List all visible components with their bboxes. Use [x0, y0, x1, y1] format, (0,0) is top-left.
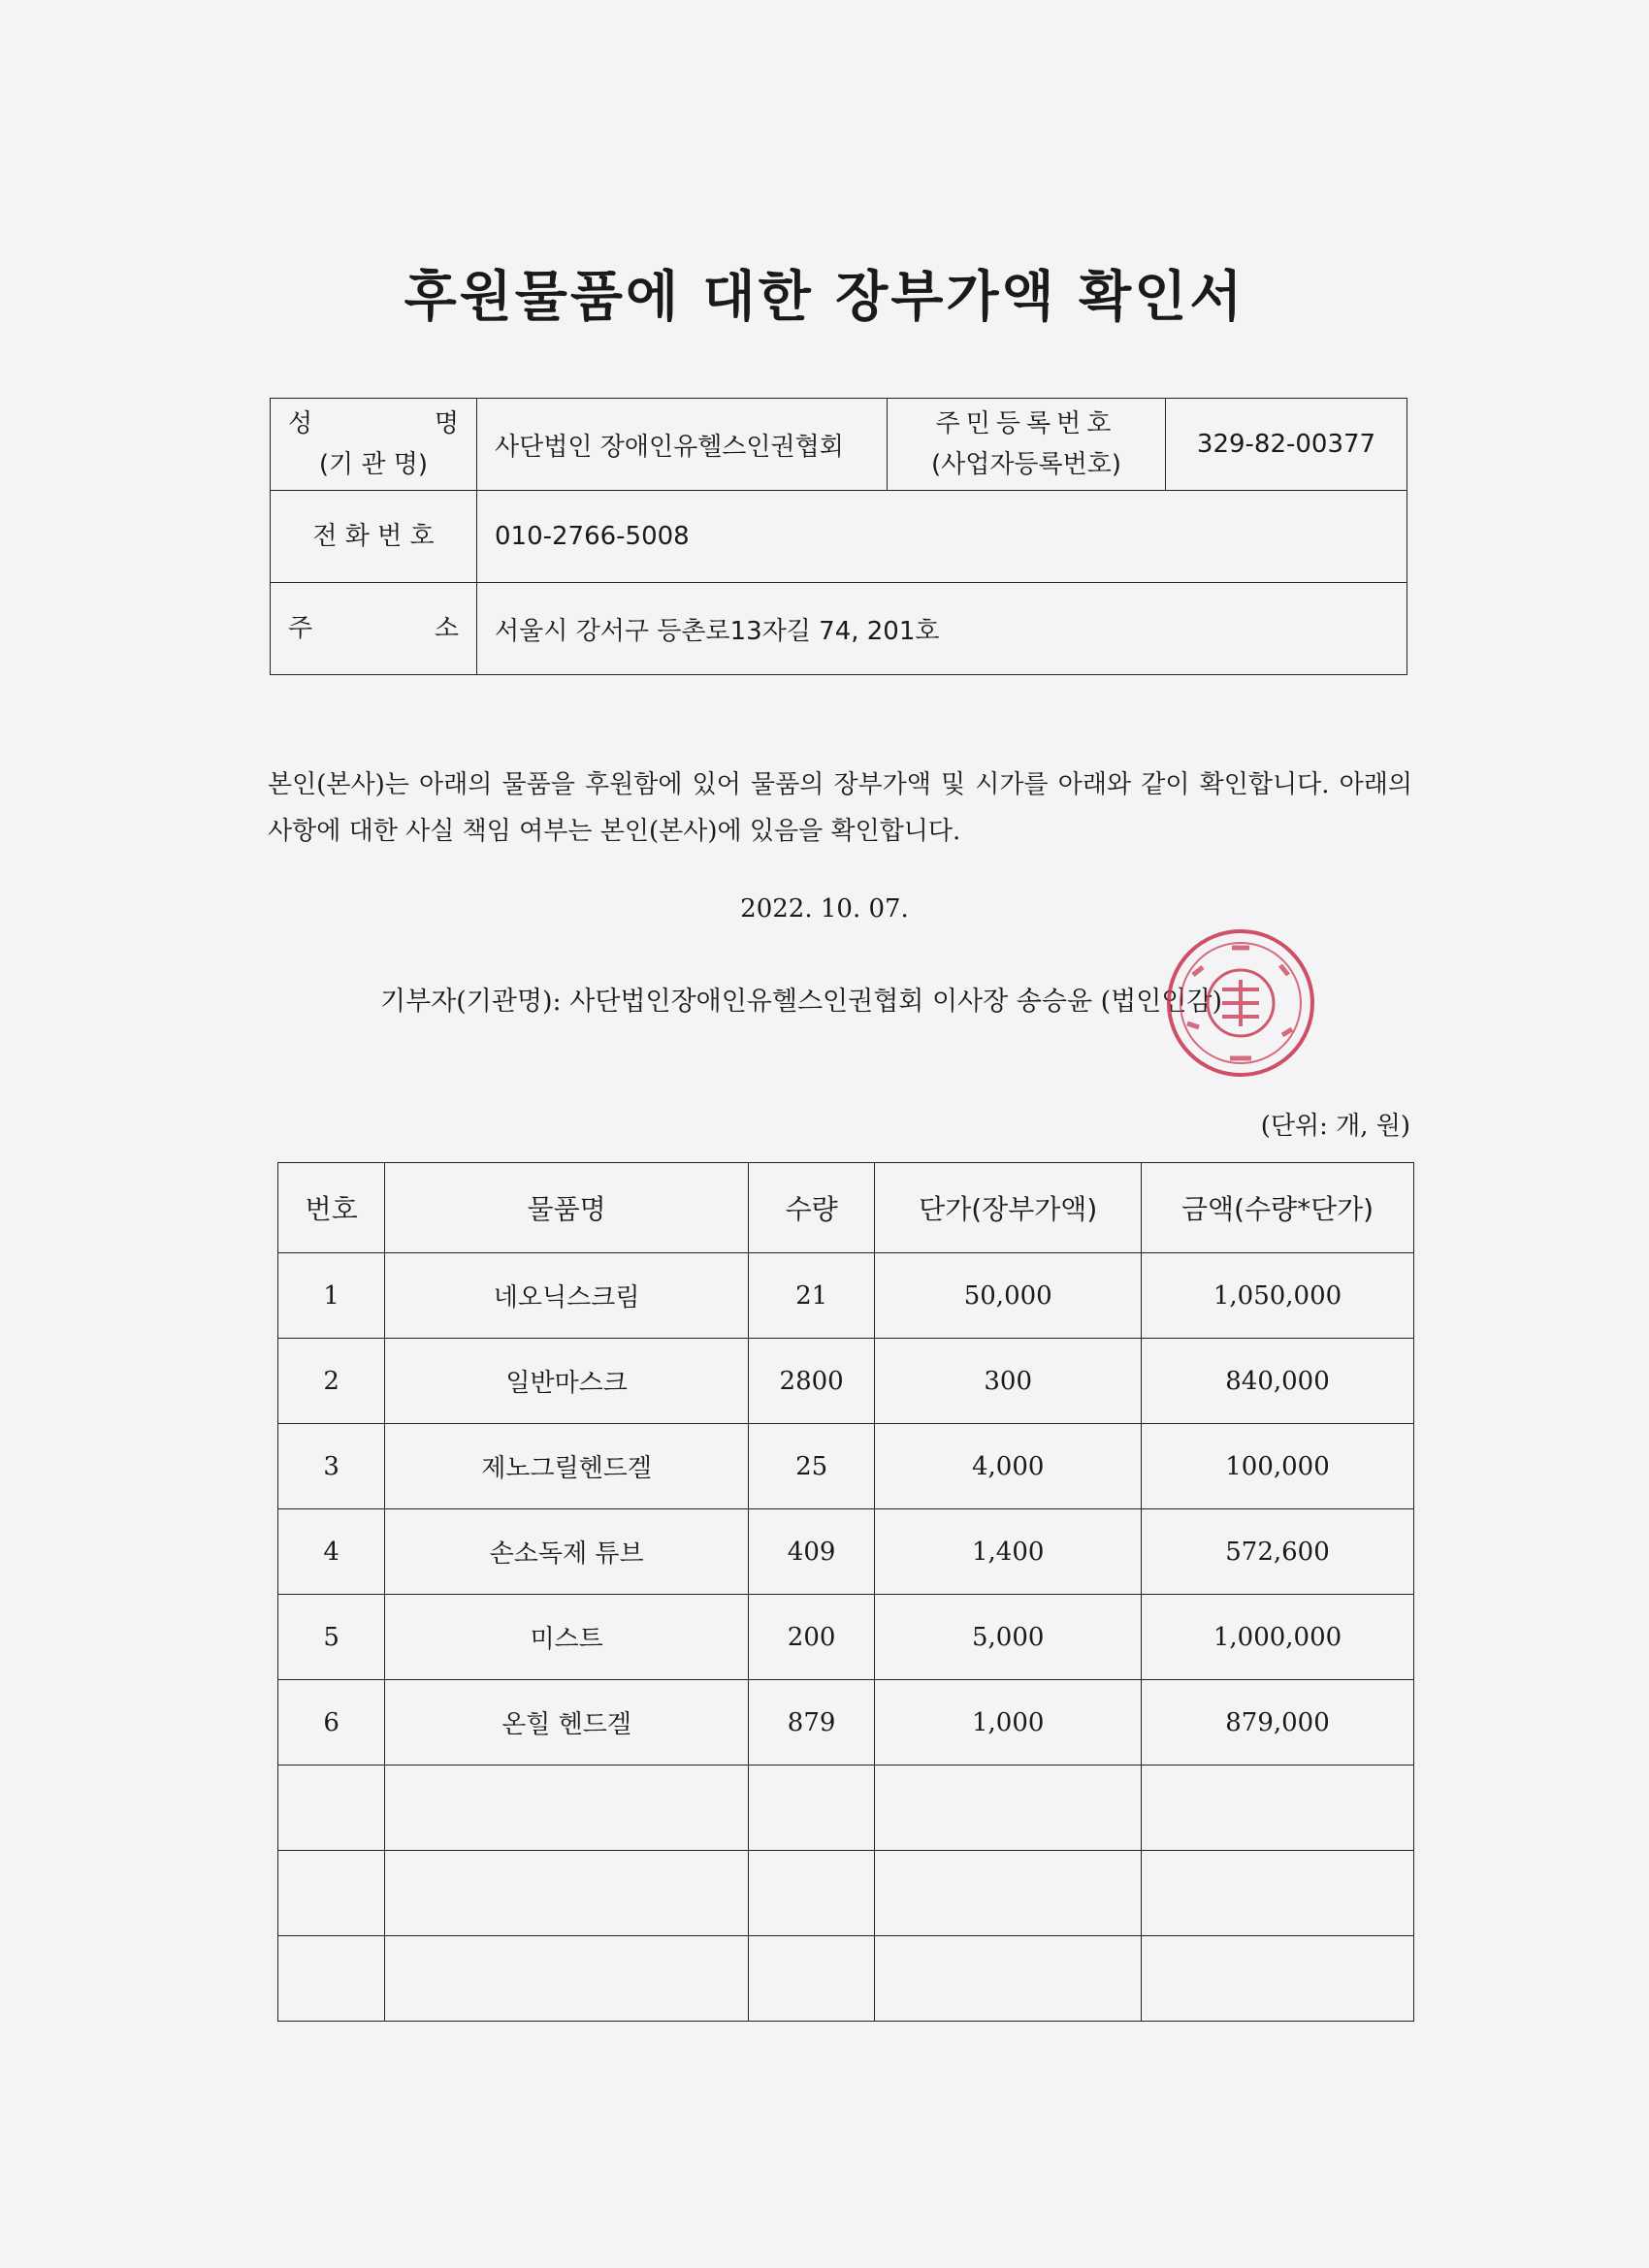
- cell-unit-price: 300: [875, 1339, 1142, 1424]
- cell-amount: 840,000: [1142, 1339, 1414, 1424]
- cell-quantity: 879: [748, 1680, 875, 1766]
- table-row: [278, 1595, 1414, 1680]
- cell-amount: 1,050,000: [1142, 1253, 1414, 1339]
- info-row-name: [271, 399, 1407, 491]
- reg-label-sub: (사업자등록번호): [930, 450, 1122, 479]
- reg-label-cell: [888, 399, 1166, 491]
- cell-quantity: 409: [748, 1509, 875, 1595]
- cell-unit-price: 4,000: [875, 1424, 1142, 1509]
- name-value: 사단법인 장애인유헬스인권협회: [477, 399, 888, 491]
- name-label-cell: [271, 399, 477, 491]
- confirmation-text: 본인(본사)는 아래의 물품을 후원함에 있어 물품의 장부가액 및 시가를 아래와 같이 확인합니다. 아래의 사항에 대한 사실 책임 여부는 본인(본사)에 있음을 확인합니다.: [268, 770, 1412, 846]
- phone-label: 전 화 번 호: [271, 491, 477, 583]
- table-row-empty: [278, 1936, 1414, 2022]
- cell-quantity: 21: [748, 1253, 875, 1339]
- header-number: 번호: [278, 1163, 385, 1253]
- address-label-cell: [271, 583, 477, 675]
- header-unit-price: 단가(장부가액): [875, 1163, 1142, 1253]
- cell-amount: 100,000: [1142, 1424, 1414, 1509]
- name-label-sub: (기 관 명): [318, 450, 429, 479]
- cell-unit-price: 1,000: [875, 1680, 1142, 1766]
- table-row-empty: [278, 1766, 1414, 1851]
- table-row: [278, 1680, 1414, 1766]
- reg-label: 주민등록번호: [935, 409, 1117, 438]
- cell-number: 5: [278, 1595, 385, 1680]
- table-row: [278, 1424, 1414, 1509]
- cell-unit-price: 5,000: [875, 1595, 1142, 1680]
- table-row: [278, 1509, 1414, 1595]
- cell-amount: 572,600: [1142, 1509, 1414, 1595]
- cell-unit-price: 50,000: [875, 1253, 1142, 1339]
- phone-value: 010-2766-5008: [477, 491, 1407, 583]
- cell-number: 6: [278, 1680, 385, 1766]
- cell-quantity: 2800: [748, 1339, 875, 1424]
- unit-note: (단위: 개, 원): [1260, 1112, 1410, 1141]
- cell-item-name: 온힐 헨드겔: [385, 1680, 748, 1766]
- cell-item-name: 네오닉스크림: [385, 1253, 748, 1339]
- cell-number: 3: [278, 1424, 385, 1509]
- cell-quantity: 200: [748, 1595, 875, 1680]
- cell-number: 1: [278, 1253, 385, 1339]
- cell-item-name: 일반마스크: [385, 1339, 748, 1424]
- items-header-row: [278, 1163, 1414, 1253]
- name-label-1: 성: [288, 409, 313, 438]
- reg-value: 329-82-00377: [1166, 399, 1407, 491]
- info-row-address: [271, 583, 1407, 675]
- cell-quantity: 25: [748, 1424, 875, 1509]
- document-date: 2022. 10. 07.: [740, 894, 909, 923]
- address-label-2: 소: [434, 614, 459, 643]
- cell-item-name: 손소독제 튜브: [385, 1509, 748, 1595]
- address-label-1: 주: [288, 614, 313, 643]
- cell-unit-price: 1,400: [875, 1509, 1142, 1595]
- table-row: [278, 1253, 1414, 1339]
- document-title: 후원물품에 대한 장부가액 확인서: [404, 266, 1245, 329]
- corporate-seal-icon: [1164, 926, 1317, 1080]
- header-item-name: 물품명: [385, 1163, 748, 1253]
- cell-item-name: 미스트: [385, 1595, 748, 1680]
- items-table: [277, 1162, 1414, 2022]
- info-row-phone: [271, 491, 1407, 583]
- table-row-empty: [278, 1851, 1414, 1936]
- header-quantity: 수량: [748, 1163, 875, 1253]
- table-row: [278, 1339, 1414, 1424]
- cell-amount: 879,000: [1142, 1680, 1414, 1766]
- header-amount: 금액(수량*단가): [1142, 1163, 1414, 1253]
- address-value: 서울시 강서구 등촌로13자길 74, 201호: [477, 583, 1407, 675]
- donor-signature-line: 기부자(기관명): 사단법인장애인유헬스인권협회 이사장 송승윤 (법인인감): [380, 987, 1223, 1017]
- cell-item-name: 제노그릴헨드겔: [385, 1424, 748, 1509]
- cell-number: 4: [278, 1509, 385, 1595]
- cell-amount: 1,000,000: [1142, 1595, 1414, 1680]
- name-label-2: 명: [434, 409, 459, 438]
- cell-number: 2: [278, 1339, 385, 1424]
- donor-info-table: [270, 398, 1407, 675]
